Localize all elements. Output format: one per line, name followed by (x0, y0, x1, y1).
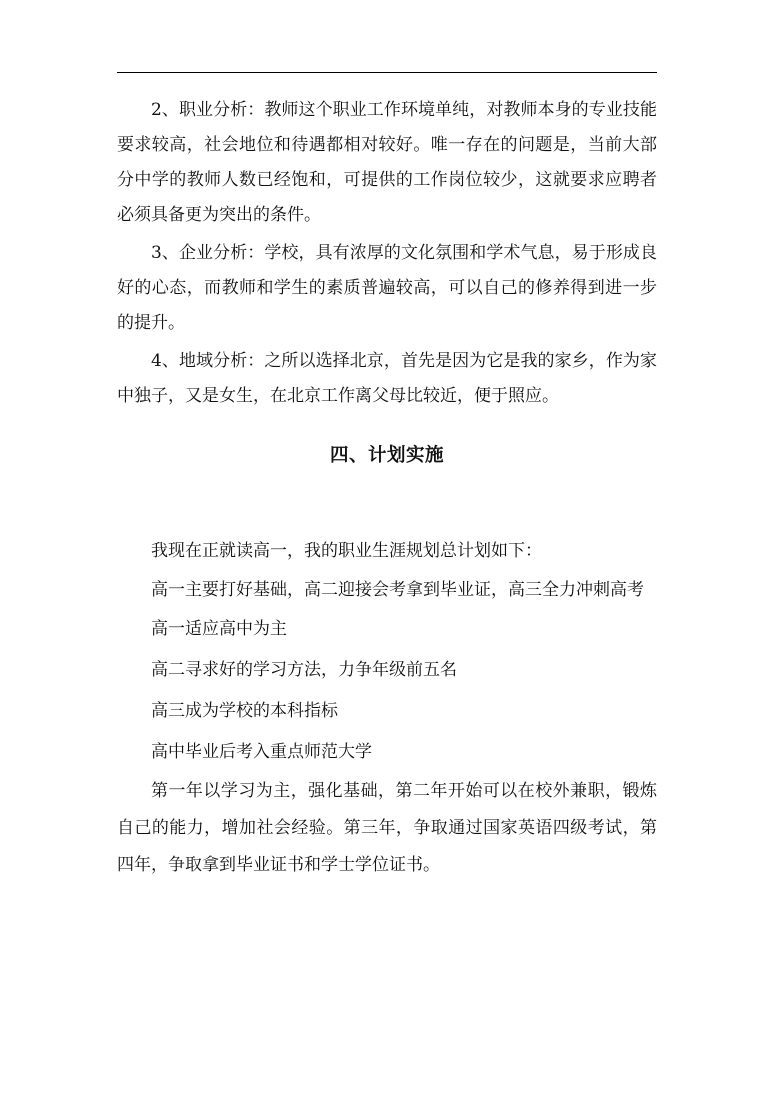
paragraph-enterprise-analysis: 3、企业分析：学校，具有浓厚的文化氛围和学术气息，易于形成良好的心态，而教师和学生的素质普遍较高，可以自己的修养得到进一步的提升。 (117, 243, 657, 333)
plan-item-university: 高中毕业后考入重点师范大学 (151, 742, 372, 762)
paragraph-region-analysis: 4、地域分析：之所以选择北京，首先是因为它是我的家乡，作为家中独子，又是女生，在北京工作离父母比较近，便于照应。 (117, 351, 657, 406)
plan-item-grade1: 高一适应高中为主 (151, 619, 287, 639)
header-rule (117, 72, 657, 73)
paragraph-plan-overview: 高一主要打好基础，高二迎接会考拿到毕业证，高三全力冲刺高考 (151, 580, 644, 600)
plan-item-grade3: 高三成为学校的本科指标 (151, 701, 338, 721)
paragraph-career-analysis: 2、职业分析：教师这个职业工作环境单纯，对教师本身的专业技能要求较高，社会地位和待遇都相对较好。唯一存在的问题是，当前大部分中学的教师人数已经饱和，可提供的工作岗位较少，这就要求应聘者必须具备更为突出的条件。 (117, 100, 657, 225)
document-body (117, 93, 657, 884)
section-heading: 四、计划实施 (329, 445, 444, 466)
paragraph-plan-intro: 我现在正就读高一，我的职业生涯规划总计划如下： (151, 541, 542, 561)
plan-item-grade2: 高二寻求好的学习方法，力争年级前五名 (151, 660, 457, 680)
paragraph-university-plan: 第一年以学习为主，强化基础，第二年开始可以在校外兼职，锻炼自己的能力，增加社会经验。第三年，争取通过国家英语四级考试，第四年，争取拿到毕业证书和学士学位证书。 (117, 781, 657, 875)
